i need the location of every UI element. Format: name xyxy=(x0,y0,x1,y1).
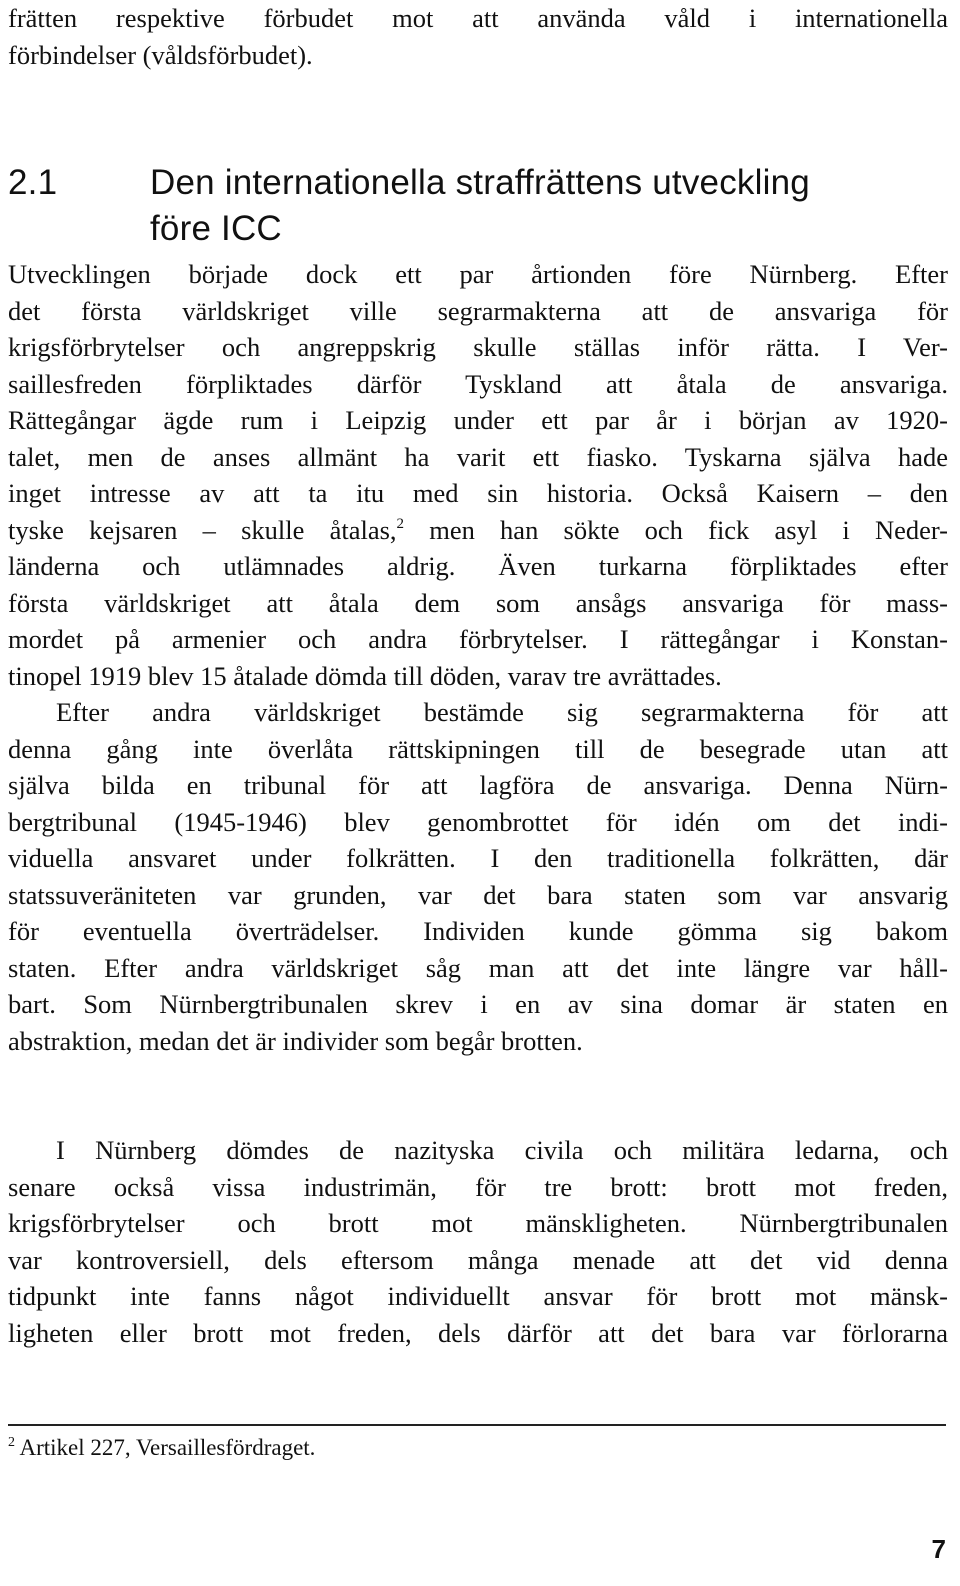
text-line: tinopel 1919 blev 15 åtalade dömda till döden, varav tre avrättades. xyxy=(8,660,722,691)
text-line: Rättegångar ägde rum i Leipzig under ett par år i början av 1920- xyxy=(8,405,948,435)
text-line: I Nürnberg dömdes de nazityska civila och militära ledarna, och xyxy=(56,1135,948,1165)
paragraph-3 xyxy=(8,1132,948,1351)
text-line: förbindelser (våldsförbudet). xyxy=(8,39,313,70)
text-line: bergtribunal (1945-1946) blev genombrottet för idén om det indi- xyxy=(8,806,948,837)
paragraph-2 xyxy=(8,694,948,1059)
section-title xyxy=(150,160,950,252)
footnote-reference[interactable]: 2 xyxy=(396,515,405,532)
text-line: denna gång inte överlåta rättskipningen till de besegrade utan att xyxy=(8,733,948,764)
text-line: krigsförbrytelser och brott mot mänskligheten. Nürnbergtribunalen xyxy=(8,1208,948,1238)
text-line: senare också vissa industrimän, för tre brott: brott mot freden, xyxy=(8,1171,948,1202)
page-number: 7 xyxy=(931,1534,946,1564)
paragraph-1 xyxy=(8,256,948,694)
text-line: abstraktion, medan det är individer som begår brotten. xyxy=(8,1025,583,1056)
text-fragment: tyske kejsaren – skulle åtalas, xyxy=(8,514,397,545)
text-line: för eventuella överträdelser. Individen kunde gömma sig bakom xyxy=(8,916,948,946)
text-line: staten. Efter andra världskriget såg man att det inte längre var håll- xyxy=(8,952,948,983)
text-line: var kontroversiell, dels eftersom många menade att det vid denna xyxy=(8,1244,948,1275)
intro-paragraph xyxy=(8,0,948,73)
text-line: inget intresse av att ta itu med sin historia. Också Kaisern – den xyxy=(8,478,948,508)
text-line: statssuveräniteten var grunden, var det bara staten som var ansvarig xyxy=(8,879,948,910)
text-line: själva bilda en tribunal för att lagföra de ansvariga. Denna Nürn- xyxy=(8,770,948,800)
text-line: ligheten eller brott mot freden, dels därför att det bara var förlorarna xyxy=(8,1317,948,1348)
section-title-line: Den internationella straffrättens utveckling xyxy=(150,163,810,202)
footnote-separator xyxy=(8,1424,946,1426)
text-line: krigsförbrytelser och angreppskrig skulle ställas inför rätta. I Ver- xyxy=(8,332,948,362)
text-line: bart. Som Nürnbergtribunalen skrev i en av sina domar är staten en xyxy=(8,989,948,1019)
text-line: saillesfreden förpliktades därför Tyskland att åtala de ansvariga. xyxy=(8,368,948,399)
text-line: det första världskriget ville segrarmakterna att de ansvariga för xyxy=(8,295,948,326)
text-line: mordet på armenier och andra förbrytelser. I rättegångar i Konstan- xyxy=(8,624,948,654)
footnote-number: 2 xyxy=(8,1435,15,1450)
text-line: första världskriget att åtala dem som ansågs ansvariga för mass- xyxy=(8,587,948,618)
text-line: frätten respektive förbudet mot att använda våld i internationella xyxy=(8,3,948,33)
text-line: Utvecklingen började dock ett par årtionden före Nürnberg. Efter xyxy=(8,259,948,289)
text-line-with-footnote xyxy=(8,512,948,549)
footnote-text: Artikel 227, Versaillesfördraget. xyxy=(15,1435,316,1460)
section-title-line: före ICC xyxy=(150,209,282,248)
section-number: 2.1 xyxy=(8,163,58,202)
text-fragment: men han sökte och fick asyl i Neder- xyxy=(404,514,948,545)
footnote xyxy=(8,1433,315,1463)
text-line: länderna och utlämnades aldrig. Även turkarna förpliktades efter xyxy=(8,551,948,581)
text-line: tidpunkt inte fanns något individuellt ansvar för brott mot mänsk- xyxy=(8,1281,948,1311)
text-line: talet, men de anses allmänt ha varit ett fiasko. Tyskarna själva hade xyxy=(8,441,948,472)
text-line: Efter andra världskriget bestämde sig segrarmakterna för att xyxy=(56,697,948,727)
text-line: viduella ansvaret under folkrätten. I den traditionella folkrätten, där xyxy=(8,843,948,873)
